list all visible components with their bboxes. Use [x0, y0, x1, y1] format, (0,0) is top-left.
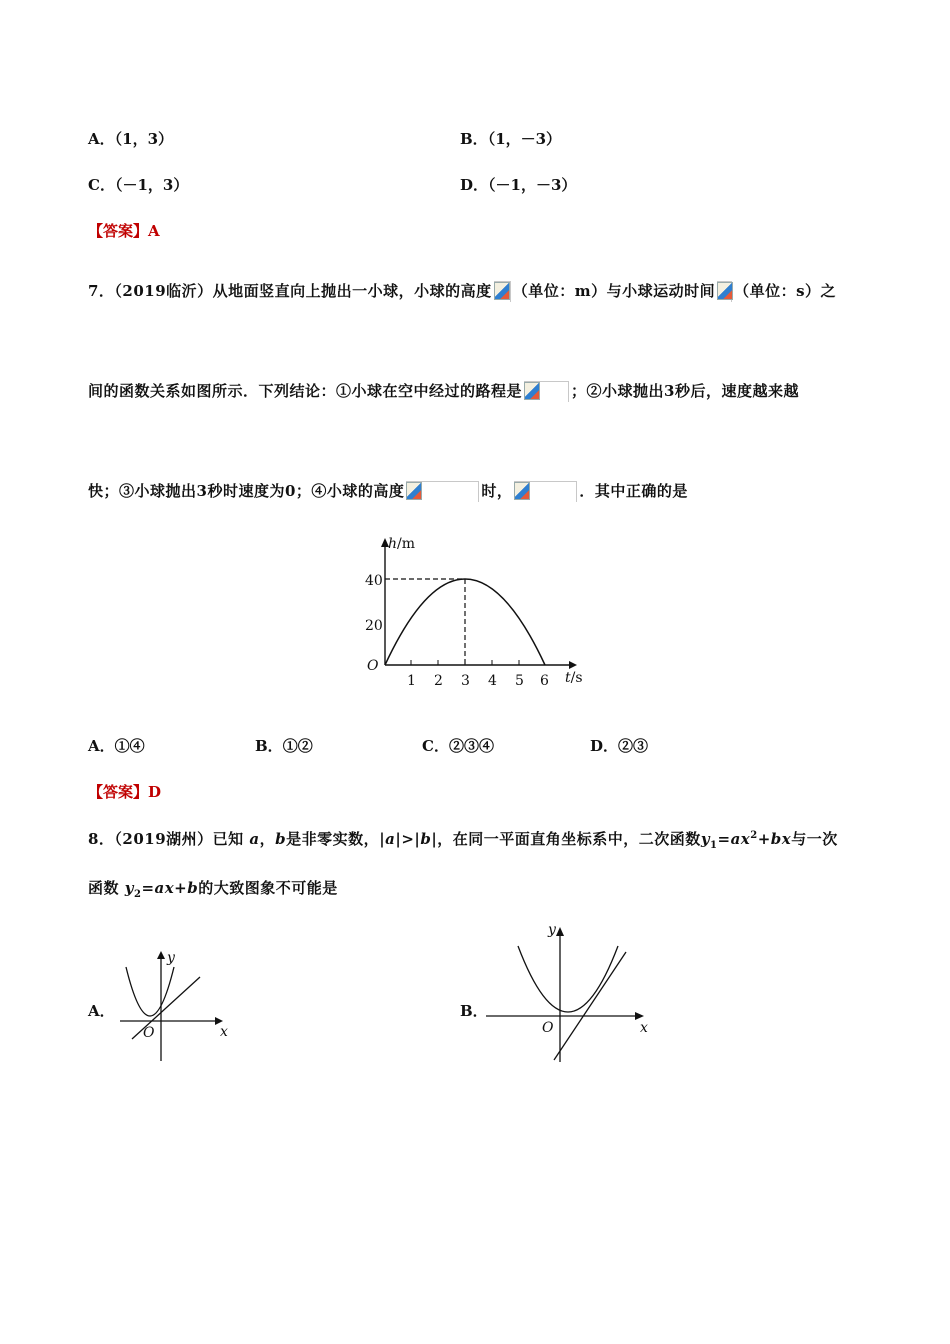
q7-answer: 【答案】D [88, 783, 162, 801]
x-tick-label-5: 5 [515, 673, 524, 689]
q6-option-c: C．（－1，3） [88, 176, 189, 194]
q7-option-c: C．②③④ [422, 737, 494, 755]
q7-option-d: D．②③ [590, 737, 649, 755]
q7-line-3: 快；③小球抛出3秒时速度为0；④小球的高度 时， ．其中正确的是 [88, 482, 688, 500]
x-tick-label-3: 3 [461, 673, 470, 689]
q8-graph-b-letter: B． [460, 1002, 488, 1020]
formula-image-placeholder [514, 481, 577, 502]
origin-label: O [143, 1025, 155, 1041]
x-tick-label-4: 4 [488, 673, 497, 689]
origin-label: O [367, 658, 379, 674]
parabola-curve [518, 946, 618, 1012]
y-axis-label: y [548, 922, 556, 938]
q8-graph-b [484, 918, 654, 1066]
x-tick-label-6: 6 [540, 673, 549, 689]
x-tick-label-1: 1 [407, 673, 416, 689]
y-axis-arrow-icon [157, 951, 165, 959]
formula-image-placeholder [406, 481, 479, 502]
x-axis-label: t/s [565, 670, 583, 686]
y-tick-label-20: 20 [365, 618, 383, 634]
x-axis-arrow-icon [635, 1012, 644, 1020]
q7-option-a: A．①④ [88, 737, 145, 755]
q6-option-a: A．（1，3） [88, 130, 174, 148]
q7-line-2: 间的函数关系如图所示．下列结论：①小球在空中经过的路程是 ；②小球抛出3秒后，速度越来越 [88, 382, 799, 400]
y-axis-arrow-icon [556, 927, 564, 936]
formula-image-placeholder [717, 281, 732, 302]
q7-line-1: 7．（2019临沂）从地面竖直向上抛出一小球，小球的高度 （单位：m）与小球运动时间 （单位：s）之 [88, 282, 837, 300]
q6-answer: 【答案】A [88, 222, 160, 240]
formula-image-placeholder [524, 381, 569, 402]
q8-graph-a [112, 945, 237, 1067]
q8-line-2: 函数 $y_2=ax+b$的大致图象不可能是 [88, 879, 338, 900]
parabola-curve [126, 967, 174, 1016]
q7-option-b: B．①② [255, 737, 313, 755]
y-axis-label: h/m [388, 536, 416, 552]
x-axis-label: x [220, 1024, 228, 1040]
q7-height-time-graph [355, 532, 595, 692]
straight-line [554, 952, 626, 1060]
x-axis-label: x [640, 1020, 648, 1036]
origin-label: O [542, 1020, 554, 1036]
q6-option-d: D．（－1，－3） [460, 176, 577, 194]
y-tick-label-40: 40 [365, 573, 383, 589]
x-axis-arrow-icon [569, 661, 577, 669]
q8-graph-a-letter: A． [88, 1002, 115, 1020]
q6-option-b: B．（1，－3） [460, 130, 562, 148]
x-tick-label-2: 2 [434, 673, 443, 689]
formula-image-placeholder [494, 281, 511, 302]
y-axis-label: y [167, 950, 175, 966]
q8-line-1: 8．（2019湖州）已知 a，b是非零实数，|a|>|b|，在同一平面直角坐标系中，二次函数$y_1=ax^2+bx$与一次 [88, 830, 838, 851]
